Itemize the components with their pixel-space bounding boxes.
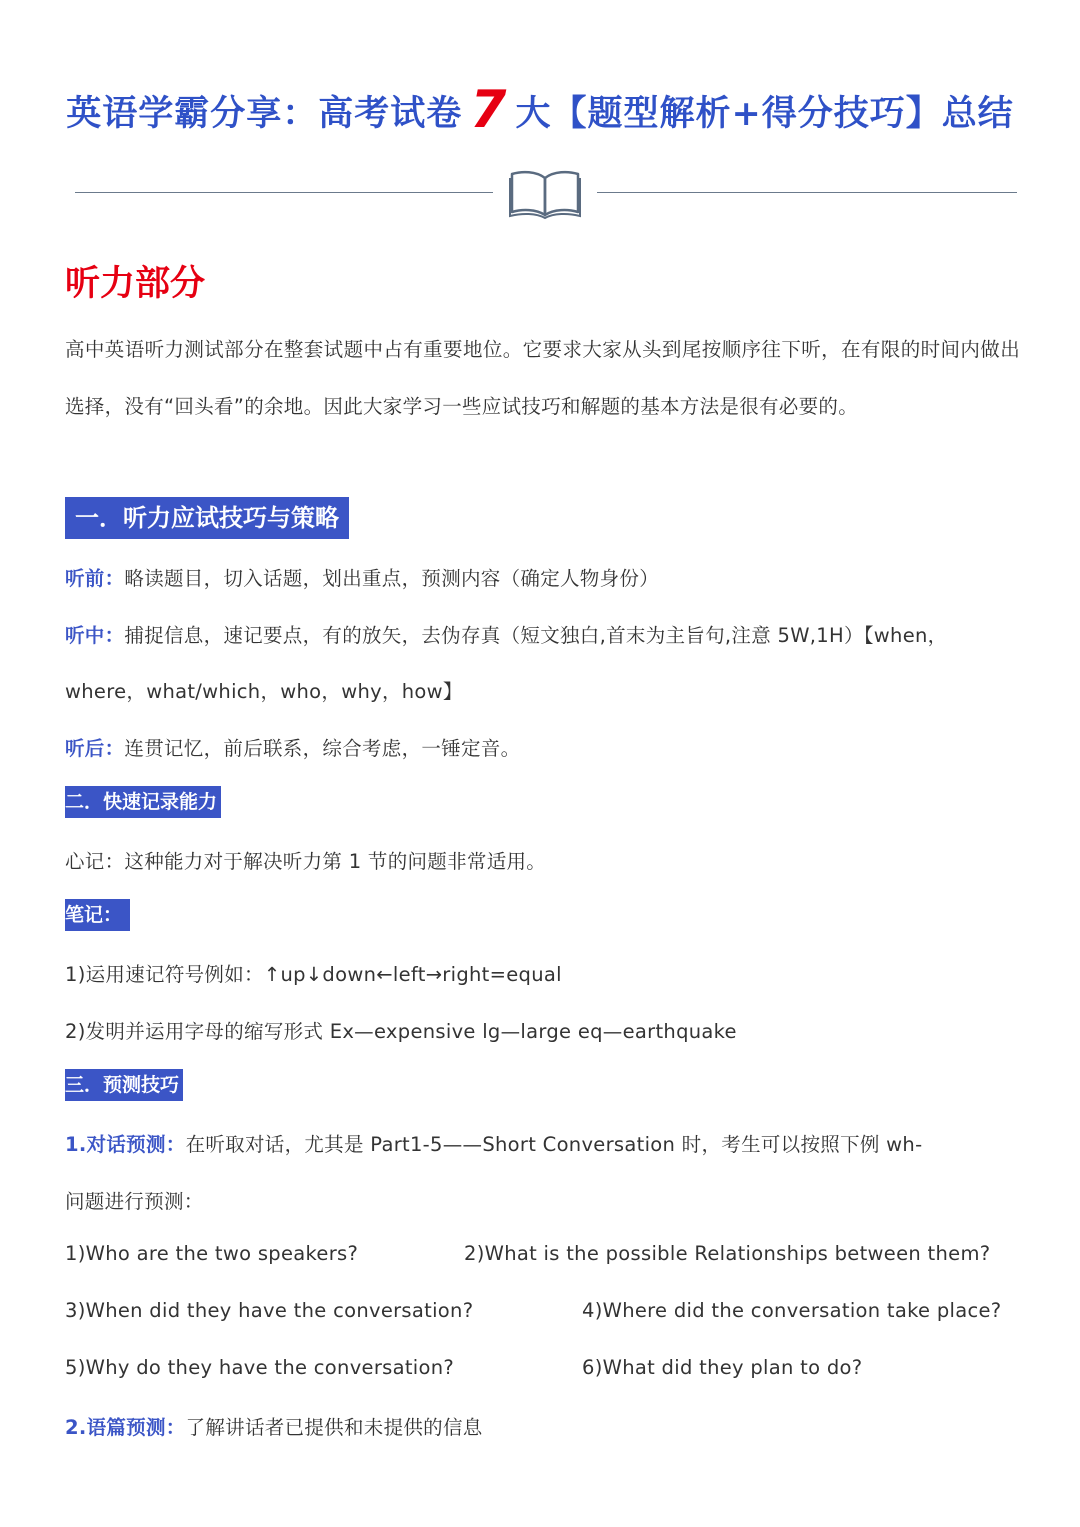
during-listening-cont: where，what/which，who，why，how】 [65,680,463,703]
after-listening [65,733,520,761]
passage-label: 2.语篇预测： [65,1416,186,1439]
dialog-prediction-cont: 问题进行预测： [65,1190,204,1213]
memory-line: 心记：这种能力对于解决听力第 1 节的问题非常适用。 [65,850,547,873]
dialog-label: 1.对话预测： [65,1133,186,1156]
dialog-text: 在听取对话，尤其是 Part1-5——Short Conversation 时，考生可以按照下例 wh- [185,1133,923,1156]
during-label: 听中： [65,624,125,647]
divider-right [597,192,1017,193]
open-book-icon [508,168,582,220]
question-1: 1)Who are the two speakers? [65,1242,359,1265]
part2-heading: 二．快速记录能力 [65,786,221,818]
before-label: 听前： [65,567,125,590]
note-2: 2)发明并运用字母的缩写形式 Ex—expensive lg—large eq—earthquake [65,1020,737,1043]
question-4: 4)Where did the conversation take place? [582,1299,1002,1322]
before-listening [65,563,659,591]
notes-heading: 笔记： [65,899,130,931]
after-text: 连贯记忆，前后联系，综合考虑，一锤定音。 [124,737,521,760]
title-part1: 英语学霸分享：高考试卷 [66,93,463,134]
section-heading: 听力部分 [65,264,206,304]
page-title [0,78,1080,138]
note-1: 1)运用速记符号例如：↑up↓down←left→right=equal [65,963,562,986]
part1-heading: 一．听力应试技巧与策略 [65,497,349,539]
passage-text: 了解讲话者已提供和未提供的信息 [185,1416,483,1439]
divider-left [75,192,493,193]
during-text: 捕捉信息，速记要点，有的放矢，去伪存真（短文独白,首末为主旨句,注意 5W,1H）【when， [124,624,948,647]
question-3: 3)When did they have the conversation? [65,1299,474,1322]
dialog-prediction [65,1129,922,1157]
question-2: 2)What is the possible Relationships between them? [464,1242,991,1265]
passage-prediction [65,1412,483,1440]
intro-paragraph: 高中英语听力测试部分在整套试题中占有重要地位。它要求大家从头到尾按顺序往下听，在有限的时间内做出选择，没有“回头看”的余地。因此大家学习一些应试技巧和解题的基本方法是很有必要的。 [65,338,1020,418]
question-5: 5)Why do they have the conversation? [65,1356,455,1379]
part3-heading: 三．预测技巧 [65,1069,183,1101]
question-6: 6)What did they plan to do? [582,1356,863,1379]
title-part2: 大【题型解析+得分技巧】总结 [515,93,1014,134]
during-listening [65,620,947,648]
before-text: 略读题目，切入话题，划出重点，预测内容（确定人物身份） [124,567,660,590]
after-label: 听后： [65,737,125,760]
title-number: 7 [470,80,508,140]
